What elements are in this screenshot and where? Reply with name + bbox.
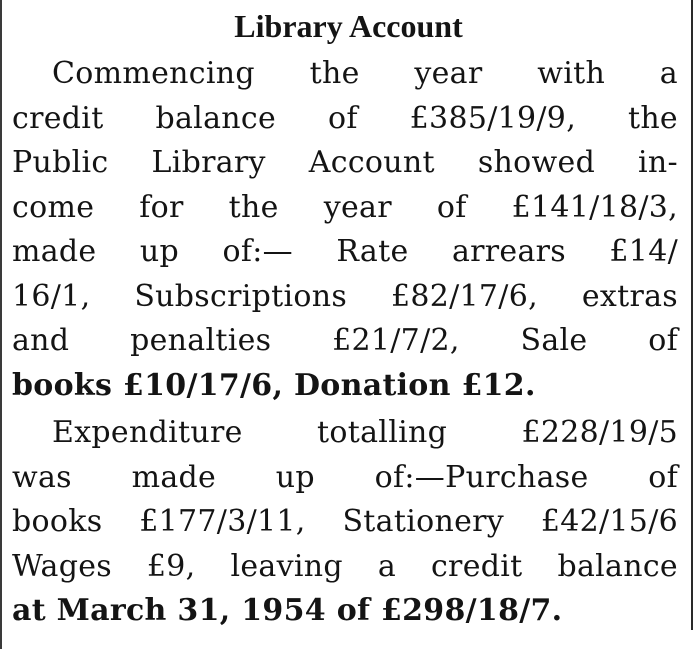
paragraph-line: 16/1, Subscriptions £82/17/6, extras (12, 278, 678, 314)
article-heading: Library Account (234, 8, 463, 44)
paragraph-line: credit balance of £385/19/9, the (12, 100, 678, 136)
paragraph-line: Wages £9, leaving a credit balance (12, 548, 678, 584)
expenditure-paragraph (12, 411, 678, 634)
column-rule (691, 0, 693, 630)
income-paragraph (12, 52, 678, 408)
paragraph-line: Expenditure totalling £228/19/5 (52, 415, 678, 450)
paragraph-line: and penalties £21/7/2, Sale of (12, 323, 678, 358)
paragraph-line: Commencing the year with a (52, 56, 678, 91)
paragraph-line: books £177/3/11, Stationery £42/15/6 (12, 504, 678, 539)
paragraph-line: made up of:— Rate arrears £14/ (12, 234, 678, 269)
paragraph-line: books £10/17/6, Donation £12. (12, 367, 536, 403)
paragraph-line: Public Library Account showed in- (12, 145, 678, 180)
paragraph-line: was made up of:—Purchase of (12, 459, 678, 495)
paragraph-line: come for the year of £141/18/3, (12, 189, 678, 225)
clipping-left-edge (0, 0, 2, 649)
paragraph-line: at March 31, 1954 of £298/18/7. (12, 593, 563, 628)
